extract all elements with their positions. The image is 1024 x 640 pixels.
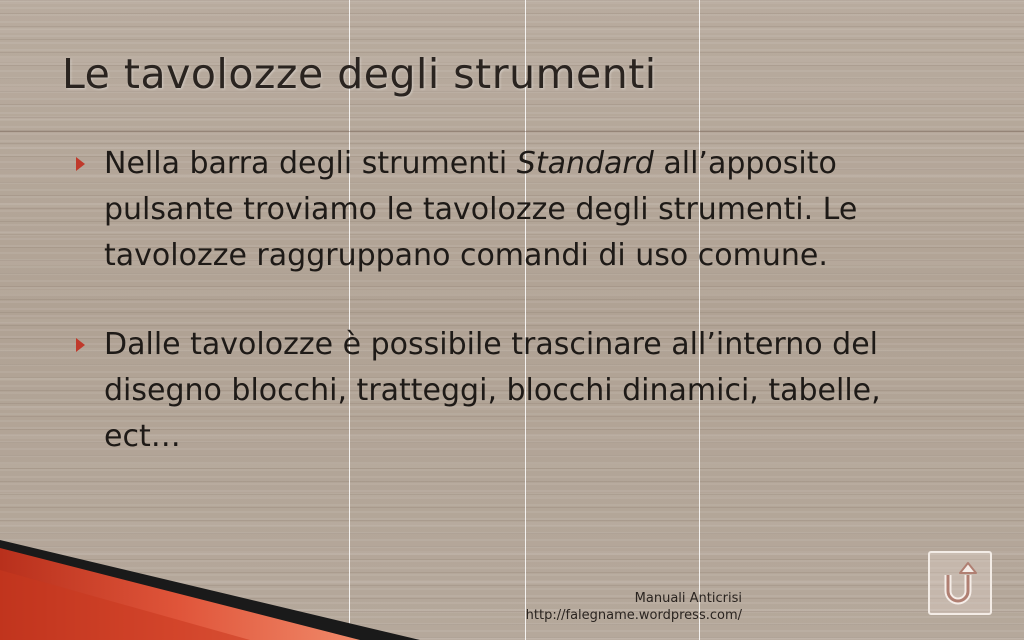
footer	[526, 590, 742, 624]
bullet-item	[74, 141, 934, 279]
footer-url[interactable]: http://falegname.wordpress.com/	[525, 608, 742, 623]
return-button[interactable]	[928, 551, 992, 615]
slide-title: Le tavolozze degli strumenti	[62, 50, 657, 98]
bullet-text: Dalle tavolozze è possibile trascinare all’interno del disegno blocchi, tratteggi, blocchi dinamici, tabelle, ect…	[104, 327, 881, 454]
corner-decoration	[0, 530, 420, 640]
u-turn-arrow-icon	[938, 561, 982, 605]
triangle-right-icon	[76, 157, 85, 171]
bullet-text: Nella barra degli strumenti Standard all’apposito pulsante troviamo le tavolozze degli strumenti. Le tavolozze raggruppano comandi di uso comune.	[104, 146, 858, 273]
bullet-item	[74, 322, 934, 460]
triangle-right-icon	[76, 338, 85, 352]
title-divider	[0, 131, 1024, 132]
bullet-list	[74, 141, 934, 503]
footer-author: Manuali Anticrisi	[634, 591, 742, 606]
emphasis-text: Standard	[516, 146, 654, 181]
